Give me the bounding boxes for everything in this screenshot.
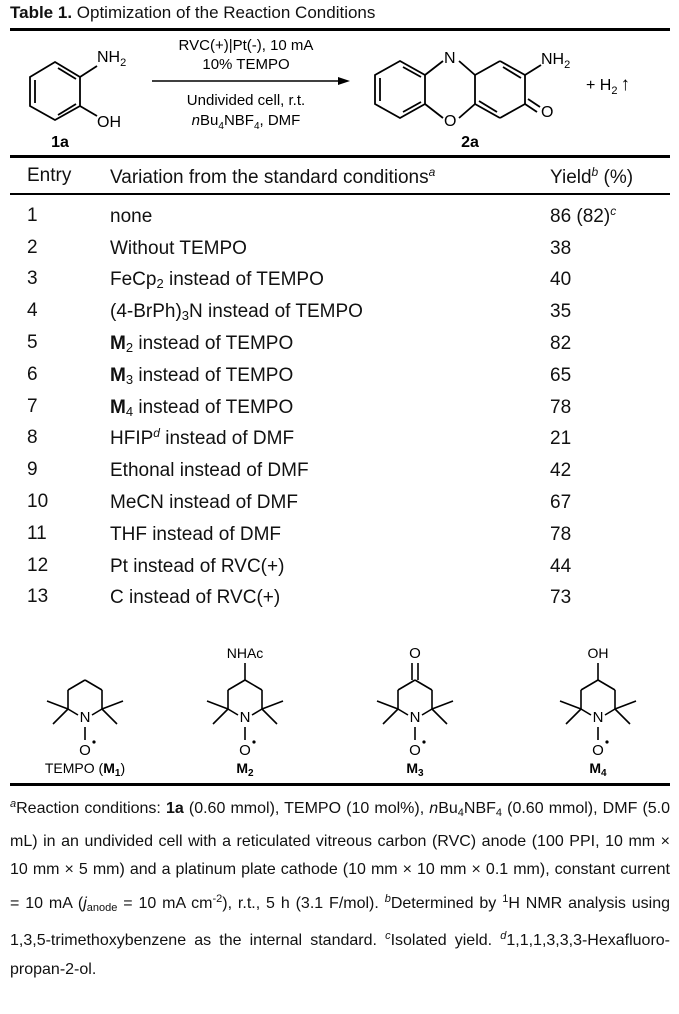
yield-cell: 73: [550, 587, 572, 609]
reaction-scheme: [0, 34, 679, 154]
header-top-rule: [10, 155, 670, 158]
caption-title: Optimization of the Reaction Conditions: [76, 3, 376, 22]
footnotes: $^a$Reaction conditions: 1a (0.60 mmol), TEMPO (10 mol%), nBu4NBF4 (0.60 mmol), DMF (5.0 mL) in an undivided cell with a reticulated vitreous carbon (RVC) anode (100 PPI, 10 mm × 10 mm × 5 mm) and a platinum plate cathode (10 mm × 10 mm × 0.1 mm), constant current = 10 mA (janode = 10 mA $cm^{-2}$), r.t., 5 h (3.1 F/mol). $^b$Determined by $^1$H NMR analysis using 1,3,5-trimethoxybenzene as the internal standard. $^c$Isolated yield. $^d$1,1,1,3,3,3-Hexafluoro-propan-2-ol.: [10, 798, 671, 978]
m2-label: $M_2$: [236, 760, 254, 779]
product-carbonyl-o-label: O: [541, 104, 554, 121]
m1-structure: [47, 680, 123, 759]
reactant-oh-label: OH: [97, 114, 121, 131]
table-row: [0, 486, 670, 518]
condition-line-4: $nBu_4NBF_4$, DMF: [191, 112, 301, 132]
m2-structure: [207, 645, 283, 759]
variation-cell: MeCN instead of DMF: [110, 492, 298, 514]
m4-label: $M_4$: [589, 760, 607, 779]
m1-label: TEMPO $(M_1)$: [44, 760, 126, 779]
entry-cell: 7: [27, 395, 38, 417]
top-rule: [10, 28, 670, 31]
entry-cell: 13: [27, 586, 49, 608]
yield-cell: 86 $(82)^c$: [550, 203, 617, 227]
yield-cell: 38: [550, 237, 572, 259]
variation-cell: $M_2$ instead of TEMPO: [110, 333, 294, 356]
table-row: [0, 359, 670, 391]
variation-cell: $M_3$ instead of TEMPO: [110, 364, 294, 387]
entry-cell: 5: [27, 332, 38, 354]
table-row: [0, 582, 670, 614]
table-row: [0, 295, 670, 327]
header-entry: Entry: [27, 165, 72, 186]
product-nh2-label: $NH_2$: [541, 51, 571, 71]
condition-line-2: 10% TEMPO: [202, 56, 290, 73]
catalyst-structures: [0, 630, 679, 780]
yield-cell: 21: [550, 428, 572, 450]
reactant-structure: [30, 62, 97, 120]
table-caption: [10, 3, 375, 23]
results-table: [0, 200, 670, 613]
caption-label: Table 1.: [10, 3, 73, 22]
yield-cell: 44: [550, 555, 572, 577]
yield-cell: 82: [550, 333, 572, 355]
variation-cell: C instead of RVC(+): [110, 587, 281, 609]
entry-cell: 11: [27, 522, 47, 544]
header-yield: Yield$^b$ (%): [550, 165, 634, 188]
entry-cell: 2: [27, 236, 38, 258]
entry-cell: 8: [27, 427, 38, 449]
svg-text:O: O: [409, 742, 421, 759]
reactant-nh2-label: $NH_2$: [97, 49, 127, 69]
svg-text:O: O: [239, 742, 251, 759]
svg-text:N: N: [592, 709, 604, 726]
entry-cell: 9: [27, 459, 38, 481]
table-row: [0, 550, 670, 582]
variation-cell: HFIP$^d$ instead of DMF: [110, 426, 295, 450]
table-row: [0, 264, 670, 296]
yield-cell: 78: [550, 396, 572, 418]
entry-cell: 12: [27, 554, 49, 576]
yield-cell: 42: [550, 460, 572, 482]
entry-cell: 3: [27, 268, 38, 290]
table-row: [0, 391, 670, 423]
header-bottom-rule: [10, 193, 670, 195]
yield-cell: 65: [550, 364, 572, 386]
variation-cell: Ethonal instead of DMF: [110, 460, 309, 482]
variation-cell: FeCp$_2$ instead of TEMPO: [110, 269, 324, 292]
table-row: [0, 200, 670, 232]
product-o-label: O: [444, 113, 457, 130]
reactant-label: 1a: [51, 134, 69, 151]
yield-cell: 35: [550, 301, 572, 323]
product-label: 2a: [461, 134, 479, 151]
svg-text:N: N: [79, 709, 91, 726]
product-n-label: N: [444, 50, 456, 67]
yield-cell: 78: [550, 523, 572, 545]
yield-cell: 40: [550, 269, 572, 291]
m3-label: $M_3$: [406, 760, 424, 779]
entry-cell: 1: [27, 204, 38, 226]
entry-cell: 4: [27, 300, 38, 322]
m2-nhac-label: NHAc: [226, 645, 264, 661]
svg-text:N: N: [409, 709, 421, 726]
footnote-rule: [10, 783, 670, 786]
condition-line-1: RVC(+)|Pt(-), 10 mA: [178, 37, 314, 54]
table-row: [0, 518, 670, 550]
table-row: [0, 423, 670, 455]
variation-cell: $M_4$ instead of TEMPO: [110, 396, 294, 419]
variation-cell: Without TEMPO: [110, 237, 247, 259]
variation-cell: $(4-BrPh)_3N$ instead of TEMPO: [110, 301, 363, 324]
table-row: [0, 454, 670, 486]
variation-cell: Pt instead of RVC(+): [110, 555, 285, 577]
m3-ketone-label: O: [409, 645, 421, 662]
table-row: [0, 232, 670, 264]
product-structure: [375, 61, 541, 118]
entry-cell: 10: [27, 491, 49, 513]
byproduct-h2: + $H_2$ ↑: [586, 74, 630, 97]
svg-text:O: O: [79, 742, 91, 759]
m4-structure: [560, 645, 636, 759]
entry-cell: 6: [27, 363, 38, 385]
m4-oh-label: OH: [587, 645, 609, 661]
reaction-arrow-head: [338, 77, 350, 85]
header-variation: Variation from the standard conditions$^a$: [110, 165, 436, 188]
variation-cell: THF instead of DMF: [110, 523, 282, 545]
m3-structure: [377, 645, 453, 759]
variation-cell: none: [110, 205, 153, 227]
table-row: [0, 327, 670, 359]
yield-cell: 67: [550, 492, 572, 514]
svg-text:O: O: [592, 742, 604, 759]
svg-text:N: N: [239, 709, 251, 726]
condition-line-3: Undivided cell, r.t.: [186, 92, 306, 109]
